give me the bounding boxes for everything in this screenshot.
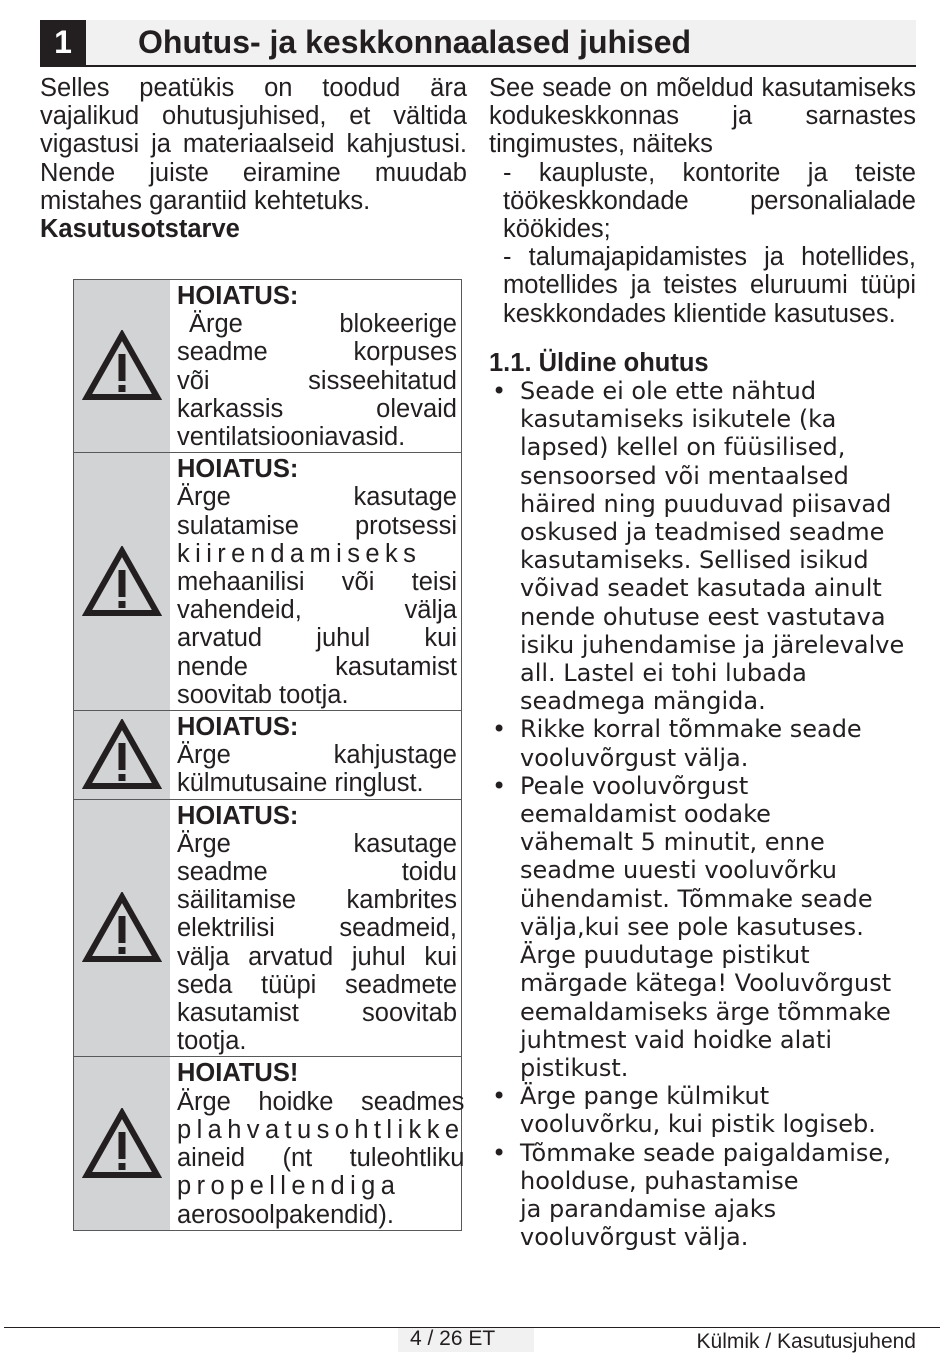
warning-title: HOIATUS: (177, 282, 299, 310)
warning-line: Ärge kasutage (177, 483, 457, 512)
bullet-line: nende ohutuse eest vastutava (520, 602, 886, 631)
bullet-line: eemaldamist oodake (520, 800, 771, 829)
warning-line: arvatud juhul kui (177, 624, 457, 653)
safety-bullet-item (489, 772, 916, 1082)
chapter-number: 1 (40, 20, 86, 65)
warning-line: tootja. (177, 1027, 247, 1056)
warning-line: kasutamist soovitab (177, 999, 457, 1028)
warning-line: karkassis olevaid (177, 394, 457, 423)
warning-line: ventilatsiooniavasid. (177, 423, 406, 452)
warning-text (170, 711, 461, 799)
warning-triangle-icon (74, 453, 170, 710)
warning-line: säilitamise kambrites (177, 886, 457, 915)
bullet-line: eemaldamiseks ärge tõmmake (520, 997, 891, 1026)
right-intro-paragraph: See seade on mõeldud kasutamiseks kodukeskkonnas ja sarnastes tingimustes, näiteks (489, 74, 916, 159)
bullet-line: juhtmest vaid hoidke alati (520, 1025, 833, 1054)
warning-line: kiirendamiseks (177, 539, 422, 568)
bullet-line: märgade kätega! Vooluvõrgust (520, 969, 892, 998)
section-title: 1.1. Üldine ohutus (489, 348, 709, 377)
warning-line: Ärge blokeerige (189, 310, 457, 339)
warning-box (74, 1057, 465, 1230)
warning-line: külmutusaine ringlust. (177, 769, 424, 798)
bullet-line: vooluvõrgust välja. (520, 1223, 749, 1252)
bullet-line: vooluvõrgust välja. (520, 743, 749, 772)
warning-box (74, 800, 461, 1058)
bullet-line: hoolduse, puhastamise (520, 1166, 799, 1195)
bullet-line: seadme uuesti vooluvõrku (520, 856, 837, 885)
warning-line: elektrilisi seadmeid, (177, 914, 457, 943)
warning-triangle-icon (74, 711, 170, 799)
bullet-line: lapsed) kellel on füüsilised, (520, 433, 846, 462)
bullet-line: Rikke korral tõmmake seade (520, 715, 862, 744)
warning-line: plahvatusohtlikke (177, 1115, 465, 1144)
warning-text (170, 280, 461, 452)
warning-box (74, 280, 461, 453)
warning-line: aerosoolpakendid). (177, 1200, 394, 1229)
footer-title: Külmik / Kasutusjuhend (696, 1330, 916, 1353)
bullet-line: Ärge puudutage pistikut (520, 941, 810, 970)
warning-triangle-icon (74, 1057, 170, 1229)
bullet-line: Peale vooluvõrgust (520, 771, 749, 800)
warning-triangle-icon (74, 280, 170, 452)
right-column (489, 74, 916, 1251)
bullet-line: ja parandamise ajaks (520, 1194, 777, 1223)
safety-bullet-item (489, 715, 916, 771)
bullet-line: seadmega mängida. (520, 687, 766, 716)
right-intro-list-item: - talumajapidamistes ja hotellides, motellides ja teistes eluruumi tüüpi keskkondades klientide kasutuses. (503, 243, 916, 328)
bullet-dot-icon: • (492, 771, 507, 800)
bullet-line: all. Lastel ei tohi lubada (520, 659, 807, 688)
bullet-dot-icon: • (492, 377, 507, 406)
warning-title: HOIATUS: (177, 713, 299, 742)
bullet-line: vooluvõrku, kui pistik logiseb. (520, 1110, 876, 1139)
bullet-line: sensoorsed või mentaalsed (520, 461, 849, 490)
warning-line: Ärge kahjustage (177, 741, 457, 770)
warning-line: vahendeid, välja (177, 596, 457, 625)
bullet-line: isiku juhendamise ja järelevalve (520, 630, 905, 659)
warning-line: soovitab tootja. (177, 680, 349, 709)
warning-text (170, 453, 461, 710)
bullet-line: häired ning puuduvad piisavad (520, 489, 892, 518)
warnings-table (73, 279, 465, 1231)
chapter-header (40, 20, 916, 67)
safety-bullet-item (489, 377, 916, 715)
warning-line: Ärge kasutage (177, 829, 457, 858)
warning-box (74, 453, 461, 711)
bullet-line: võivad seadet kasutada ainult (520, 574, 882, 603)
warning-title: HOIATUS! (177, 1059, 299, 1088)
bullet-dot-icon: • (492, 1138, 507, 1167)
warning-line: propellendiga (177, 1172, 401, 1201)
warning-line: seadme toidu (177, 858, 457, 887)
safety-bullet-list (489, 377, 916, 1251)
bullet-line: Ärge pange külmikut (520, 1082, 770, 1111)
warning-title: HOIATUS: (177, 801, 299, 830)
warning-text (170, 800, 461, 1057)
warning-box (74, 711, 461, 800)
bullet-line: vähemalt 5 minutit, enne (520, 828, 825, 857)
bullet-dot-icon: • (492, 1082, 507, 1111)
warning-line: sulatamise protsessi (177, 511, 457, 540)
warning-line: või sisseehitatud (177, 366, 457, 395)
warning-line: seadme korpuses (177, 338, 457, 367)
warning-line: mehaanilisi või teisi (177, 568, 457, 597)
safety-bullet-item (489, 1139, 916, 1252)
bullet-line: kasutamiseks. Sellised isikud (520, 546, 869, 575)
bullet-dot-icon: • (492, 715, 507, 744)
warning-line: seda tüüpi seadmete (177, 970, 457, 999)
right-intro-list-item: - kaupluste, kontorite ja teiste töökeskkondade personalialade köökides; (503, 158, 916, 244)
bullet-line: kasutamiseks isikutele (ka (520, 405, 837, 434)
warning-line: nende kasutamist (177, 652, 457, 681)
usage-heading: Kasutusotstarve (40, 215, 240, 244)
safety-bullet-item (489, 1082, 916, 1138)
bullet-line: Tõmmake seade paigaldamise, (520, 1138, 891, 1167)
page-number: 4 / 26 ET (410, 1327, 496, 1350)
warning-title: HOIATUS: (177, 455, 299, 484)
bullet-line: välja,kui see pole kasutuses. (520, 912, 864, 941)
intro-paragraph: Selles peatükis on toodud ära vajalikud ohutusjuhised, et vältida vigastusi ja materiaalseid kahjustusi. Nende juiste eiramine muudab mistahes garantiid kehtetuks. (40, 74, 467, 215)
warning-line: välja arvatud juhul kui (177, 942, 457, 971)
left-column (40, 74, 467, 243)
warning-line: Ärge hoidke seadmes (177, 1087, 465, 1116)
bullet-line: pistikust. (520, 1053, 629, 1082)
warning-line: aineid (nt tuleohtliku (177, 1144, 465, 1173)
bullet-line: Seade ei ole ette nähtud (520, 377, 817, 406)
bullet-line: ühendamist. Tõmmake seade (520, 884, 873, 913)
warning-text (170, 1057, 468, 1229)
chapter-title: Ohutus- ja keskkonnaalased juhised (138, 24, 692, 60)
warning-triangle-icon (74, 800, 170, 1057)
bullet-line: oskused ja teadmised seadme (520, 518, 885, 547)
